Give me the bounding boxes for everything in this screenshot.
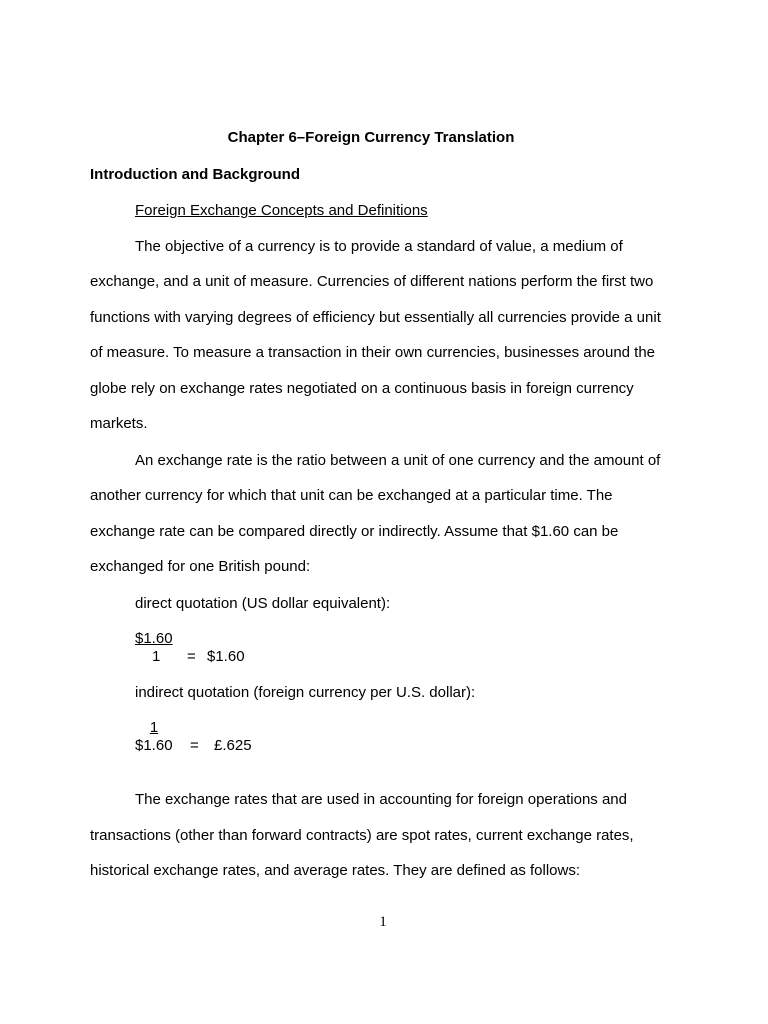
- paragraph-line: exchanged for one British pound:: [90, 558, 311, 575]
- paragraph-line: of measure. To measure a transaction in their own currencies, businesses around the: [90, 344, 656, 361]
- direct-quote-numerator: $1.60: [135, 630, 173, 647]
- paragraph-line: historical exchange rates, and average rates. They are defined as follows:: [90, 862, 581, 879]
- paragraph-line: another currency for which that unit can be exchanged at a particular time. The: [90, 487, 613, 504]
- direct-quote-denominator: 1: [152, 648, 161, 665]
- subsection-heading: Foreign Exchange Concepts and Definitions: [135, 202, 428, 219]
- indirect-quote-label: indirect quotation (foreign currency per U.S. dollar):: [135, 684, 476, 701]
- paragraph-line: The objective of a currency is to provide a standard of value, a medium of: [135, 238, 623, 255]
- direct-quote-result: $1.60: [207, 648, 245, 665]
- section-heading: Introduction and Background: [90, 166, 300, 183]
- paragraph-line: exchange, and a unit of measure. Currencies of different nations perform the first two: [90, 273, 654, 290]
- direct-quote-label: direct quotation (US dollar equivalent):: [135, 595, 391, 612]
- page-number: 1: [379, 914, 387, 930]
- chapter-title: Chapter 6–Foreign Currency Translation: [227, 129, 515, 146]
- paragraph-line: markets.: [90, 415, 148, 432]
- indirect-quote-denominator: $1.60: [135, 737, 173, 754]
- paragraph-line: The exchange rates that are used in accounting for foreign operations and: [135, 791, 627, 808]
- paragraph-line: globe rely on exchange rates negotiated on a continuous basis in foreign currency: [90, 380, 634, 397]
- paragraph-line: functions with varying degrees of efficiency but essentially all currencies provide a unit: [90, 309, 661, 326]
- paragraph-line: transactions (other than forward contracts) are spot rates, current exchange rates,: [90, 827, 634, 844]
- paragraph-line: exchange rate can be compared directly or indirectly. Assume that $1.60 can be: [90, 523, 619, 540]
- direct-quote-equals: =: [187, 648, 196, 665]
- indirect-quote-numerator: 1: [149, 719, 159, 736]
- indirect-quote-result: £.625: [214, 737, 252, 754]
- paragraph-line: An exchange rate is the ratio between a unit of one currency and the amount of: [135, 452, 661, 469]
- indirect-quote-equals: =: [190, 737, 199, 754]
